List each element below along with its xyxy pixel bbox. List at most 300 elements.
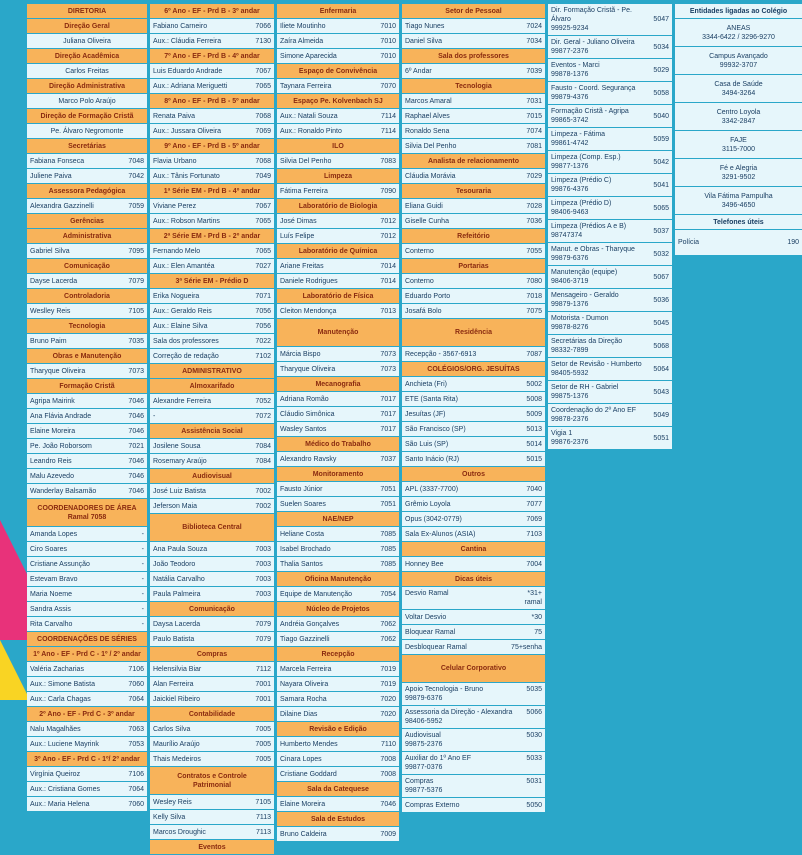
entry-name: Tharyque Oliveira: [280, 365, 336, 373]
entry-name: Paula Palmeira: [153, 590, 201, 598]
entry-name: Malu Azevedo: [30, 472, 74, 480]
directory-entry: [548, 36, 672, 59]
entry-name: Conterno: [405, 277, 434, 285]
directory-entry: [150, 289, 274, 304]
directory-entry: [150, 825, 274, 840]
entry-extension: 7017: [380, 395, 396, 403]
directory-entry: [548, 266, 672, 289]
section-header: Refeitório: [402, 229, 545, 244]
directory-entry: [548, 381, 672, 404]
entry-name: Aux.: Maria Helena: [30, 800, 90, 808]
directory-entry: [277, 49, 399, 64]
entity-entry: Fé e Alegria 3291-9502: [675, 159, 802, 187]
entry-extension: 7005: [255, 755, 271, 763]
directory-entry: [402, 214, 545, 229]
entry-name: Pe. Álvaro Negromonte: [50, 127, 124, 135]
section-header: Tecnologia: [402, 79, 545, 94]
section-header: Assistência Social: [150, 424, 274, 439]
directory-entry: [27, 364, 147, 379]
entry-name: Assessoria da Direção - Alexandra 98406-5952: [405, 709, 513, 725]
entry-name: ETE (Santa Rita): [405, 395, 458, 403]
entry-name: Mensageiro - Geraldo 99879-1376: [551, 292, 619, 308]
entry-name: Virgínia Queiroz: [30, 770, 81, 778]
directory-entry: [402, 527, 545, 542]
entry-extension: 7069: [526, 515, 542, 523]
entry-extension: 7065: [255, 247, 271, 255]
section-header: Tesouraria: [402, 184, 545, 199]
entry-name: Maria Noeme: [30, 590, 73, 598]
directory-entry: [277, 737, 399, 752]
section-header: Entidades ligadas ao Colégio: [675, 4, 802, 19]
directory-entry: [150, 572, 274, 587]
entry-name: Manutenção (equipe) 98406-3719: [551, 269, 618, 285]
directory-entry: [27, 169, 147, 184]
entry-name: Alan Ferreira: [153, 680, 194, 688]
entry-name: Bruno Caldeira: [280, 830, 327, 838]
directory-entry: [150, 454, 274, 469]
directory-entry: [277, 347, 399, 362]
entry-name: Maurílio Araújo: [153, 740, 200, 748]
directory-entry: [27, 722, 147, 737]
entry-extension: 7084: [255, 442, 271, 450]
entry-extension: 7080: [526, 277, 542, 285]
entry-extension: 7067: [255, 67, 271, 75]
entry-name: José Dimas: [280, 217, 317, 225]
entry-extension: 7113: [255, 813, 271, 821]
entry-name: Wanderlay Balsamão: [30, 487, 97, 495]
directory-entry: [27, 64, 147, 79]
section-header: 9º Ano - EF - Prd B - 5º andar: [150, 139, 274, 154]
entry-extension: 7071: [255, 292, 271, 300]
entry-extension: 5043: [653, 388, 669, 396]
section-header: Manutenção: [277, 319, 399, 347]
directory-entry: [150, 34, 274, 49]
directory-entry: [27, 454, 147, 469]
directory-entry: [277, 692, 399, 707]
entry-name: Fabiano Carneiro: [153, 22, 208, 30]
entry-extension: 5045: [653, 319, 669, 327]
directory-entry: [150, 752, 274, 767]
section-header: Analista de relacionamento: [402, 154, 545, 169]
entry-name: Ciro Soares: [30, 545, 67, 553]
entry-extension: 7105: [128, 307, 144, 315]
entry-extension: 5050: [526, 801, 542, 809]
section-header: 1ª Série EM - Prd B - 4º andar: [150, 184, 274, 199]
directory-entry: [27, 617, 147, 632]
section-header: Sala dos professores: [402, 49, 545, 64]
entry-name: Manut. e Obras - Tharyque 99879-6376: [551, 246, 635, 262]
entry-name: Limpeza (Prédio C) 99876-4376: [551, 177, 612, 193]
directory-entry: [27, 677, 147, 692]
entry-extension: 7053: [128, 740, 144, 748]
section-header: Comunicação: [150, 602, 274, 617]
entry-extension: 7074: [526, 127, 542, 135]
entry-name: Elaine Moreira: [280, 800, 326, 808]
entity-entry: FAJE 3115-7000: [675, 131, 802, 159]
entry-extension: 7073: [380, 365, 396, 373]
entry-extension: 7052: [255, 397, 271, 405]
entry-name: Josilene Sousa: [153, 442, 201, 450]
entity-entry: Vila Fátima Pampulha 3496-4650: [675, 187, 802, 215]
section-header: Assessora Pedagógica: [27, 184, 147, 199]
directory-entry: [277, 407, 399, 422]
entry-extension: 7105: [255, 798, 271, 806]
entry-name: Motorista - Dumon 99878-8276: [551, 315, 609, 331]
directory-entry: [548, 220, 672, 243]
entry-name: Setor de Revisão - Humberto 98405-5932: [551, 361, 642, 377]
directory-entry: [402, 798, 545, 813]
entry-extension: 5049: [653, 411, 669, 419]
entry-name: Formação Cristã - Agripa 99865-3742: [551, 108, 629, 124]
section-header: NAE/NEP: [277, 512, 399, 527]
entry-extension: 5067: [653, 273, 669, 281]
directory-entry: [27, 662, 147, 677]
section-header: Tecnologia: [27, 319, 147, 334]
entry-name: Cristiane Assunção: [30, 560, 90, 568]
entry-name: Compras 99877-5376: [405, 778, 443, 794]
directory-entry: [402, 557, 545, 572]
directory-entry: [27, 424, 147, 439]
section-header: Espaço de Convivência: [277, 64, 399, 79]
directory-entry: [675, 230, 802, 256]
entry-extension: 7084: [255, 457, 271, 465]
entry-extension: 7013: [380, 307, 396, 315]
entry-extension: 7003: [255, 545, 271, 553]
directory-entry: [277, 124, 399, 139]
directory-entry: [27, 124, 147, 139]
entry-extension: 7075: [526, 307, 542, 315]
entry-name: Nalu Magalhães: [30, 725, 81, 733]
directory-entry: [27, 409, 147, 424]
directory-entry: [277, 482, 399, 497]
entry-extension: 5064: [653, 365, 669, 373]
column-2: [150, 4, 274, 855]
entry-name: 6º Andar: [405, 67, 432, 75]
entry-extension: 7069: [255, 127, 271, 135]
entry-name: Fausto Júnior: [280, 485, 323, 493]
entry-extension: 7103: [526, 530, 542, 538]
entry-extension: 7014: [380, 277, 396, 285]
directory-entry: [277, 304, 399, 319]
entry-extension: 7027: [255, 262, 271, 270]
entry-extension: 7020: [380, 710, 396, 718]
entry-extension: 5066: [526, 709, 542, 716]
entry-extension: 5065: [653, 204, 669, 212]
directory-columns: [27, 4, 802, 855]
section-header: Gerências: [27, 214, 147, 229]
entry-extension: 7083: [380, 157, 396, 165]
section-header: Outros: [402, 467, 545, 482]
entry-extension: 5037: [653, 227, 669, 235]
entry-name: Elaine Moreira: [30, 427, 76, 435]
entry-extension: 7113: [255, 828, 271, 836]
entry-extension: 5008: [526, 395, 542, 403]
directory-entry: [27, 199, 147, 214]
entry-extension: 7018: [526, 292, 542, 300]
entry-extension: 5036: [653, 296, 669, 304]
entry-name: Aux.: Tânis Fortunato: [153, 172, 220, 180]
column-4: [402, 4, 545, 855]
entry-name: Giselle Cunha: [405, 217, 449, 225]
entry-name: Auxiliar do 1º Ano EF 99877-0376: [405, 755, 471, 771]
directory-entry: [402, 377, 545, 392]
directory-entry: [402, 729, 545, 752]
entry-name: Ronaldo Sena: [405, 127, 450, 135]
entry-name: Márcia Bispo: [280, 350, 321, 358]
entry-extension: 5029: [653, 66, 669, 74]
entry-name: Marco Polo Araújo: [58, 97, 116, 105]
section-header: ILO: [277, 139, 399, 154]
directory-entry: [277, 214, 399, 229]
directory-entry: [277, 422, 399, 437]
directory-entry: [27, 587, 147, 602]
entry-name: Fausto - Coord. Segurança 99879-4376: [551, 85, 636, 101]
entry-extension: 5034: [653, 43, 669, 51]
section-header: Telefones úteis: [675, 215, 802, 230]
entry-extension: 5033: [526, 755, 542, 762]
column-3: [277, 4, 399, 855]
entry-name: Correção de redação: [153, 352, 219, 360]
entry-extension: 5014: [526, 440, 542, 448]
section-header: Almoxarifado: [150, 379, 274, 394]
entry-name: Recepção - 3567-6913: [405, 350, 477, 358]
directory-entry: [150, 439, 274, 454]
directory-entry: [548, 151, 672, 174]
entry-name: Samara Rocha: [280, 695, 327, 703]
entry-name: Cinara Lopes: [280, 755, 322, 763]
entry-name: Cleiton Mendonça: [280, 307, 337, 315]
entry-name: Leandro Reis: [30, 457, 72, 465]
directory-entry: [548, 404, 672, 427]
section-header: Compras: [150, 647, 274, 662]
column-1: [27, 4, 147, 855]
entry-name: Flavia Urbano: [153, 157, 197, 165]
directory-entry: [402, 199, 545, 214]
section-header: Enfermaria: [277, 4, 399, 19]
directory-entry: [548, 358, 672, 381]
directory-entry: [548, 4, 672, 36]
entry-extension: 75: [534, 628, 542, 636]
entry-name: Silvia Del Penho: [280, 157, 332, 165]
entry-name: Helensilvia Biar: [153, 665, 202, 673]
entry-name: Ana Flávia Andrade: [30, 412, 92, 420]
section-header: 3ª Série EM - Prédio D: [150, 274, 274, 289]
entry-extension: 7017: [380, 410, 396, 418]
entry-name: Juliene Paiva: [30, 172, 72, 180]
directory-entry: [277, 274, 399, 289]
entry-name: Tharyque Oliveira: [30, 367, 86, 375]
entry-name: Conterno: [405, 247, 434, 255]
entry-name: -: [153, 412, 156, 420]
directory-entry: [150, 542, 274, 557]
entry-name: Honney Bee: [405, 560, 444, 568]
entry-extension: 7072: [255, 412, 271, 420]
entry-extension: 7046: [128, 472, 144, 480]
entry-name: Apoio Tecnologia - Bruno 99879-6376: [405, 686, 484, 702]
directory-entry: [277, 767, 399, 782]
entry-name: Fátima Ferreira: [280, 187, 328, 195]
section-header: Formação Cristã: [27, 379, 147, 394]
entry-extension: 7004: [526, 560, 542, 568]
directory-entry: [27, 109, 147, 124]
entry-extension: 7073: [380, 350, 396, 358]
directory-entry: [402, 289, 545, 304]
directory-entry: [150, 124, 274, 139]
directory-entry: [150, 499, 274, 514]
entry-extension: 5059: [653, 135, 669, 143]
directory-entry: [27, 572, 147, 587]
entry-name: Silvia Del Penho: [405, 142, 457, 150]
entry-name: Aux.: Geraldo Reis: [153, 307, 212, 315]
entry-extension: 75+senha: [511, 643, 542, 651]
entry-extension: 7015: [526, 112, 542, 120]
entry-extension: 7009: [380, 830, 396, 838]
directory-entry: [277, 259, 399, 274]
directory-entry: [548, 335, 672, 358]
entry-extension: 5035: [526, 686, 542, 693]
entry-extension: 7073: [128, 367, 144, 375]
directory-entry: [402, 94, 545, 109]
entry-extension: 7008: [380, 755, 396, 763]
entry-extension: 5051: [653, 434, 669, 442]
entry-extension: 7067: [255, 202, 271, 210]
entry-extension: 7068: [255, 157, 271, 165]
section-header: 7º Ano - EF - Prd B - 4º andar: [150, 49, 274, 64]
directory-entry: [150, 154, 274, 169]
section-header: Núcleo de Projetos: [277, 602, 399, 617]
entry-name: São Francisco (SP): [405, 425, 466, 433]
entry-name: Ana Paula Souza: [153, 545, 208, 553]
entry-name: Raphael Alves: [405, 112, 450, 120]
directory-entry: [27, 782, 147, 797]
directory-entry: [150, 199, 274, 214]
section-header: Oficina Manutenção: [277, 572, 399, 587]
entry-name: Carlos Freitas: [65, 67, 109, 75]
entry-extension: 7029: [526, 172, 542, 180]
entry-extension: 7017: [380, 425, 396, 433]
section-header: 6º Ano - EF - Prd B - 3º andar: [150, 4, 274, 19]
directory-entry: [277, 362, 399, 377]
section-header: 3º Ano - EF - Prd C - 1º/ 2º andar: [27, 752, 147, 767]
entry-extension: 5047: [653, 16, 669, 23]
directory-entry: [150, 64, 274, 79]
entry-extension: 7085: [380, 530, 396, 538]
entry-extension: 7031: [526, 97, 542, 105]
section-header: Espaço Pe. Kolvenbach SJ: [277, 94, 399, 109]
entry-name: Tiago Gazzinelli: [280, 635, 330, 643]
entry-name: Wesley Reis: [153, 798, 192, 806]
entry-extension: 7064: [128, 695, 144, 703]
directory-entry: [277, 452, 399, 467]
entry-name: Secretárias da Direção 98332-7899: [551, 338, 623, 354]
entry-name: Erika Nogueira: [153, 292, 200, 300]
entry-name: Thais Medeiros: [153, 755, 201, 763]
directory-entry: [27, 34, 147, 49]
entry-extension: -: [141, 530, 144, 538]
entry-name: Renata Paiva: [153, 112, 196, 120]
entry-name: Fernando Melo: [153, 247, 201, 255]
directory-entry: [277, 662, 399, 677]
directory-entry: [277, 617, 399, 632]
entry-name: Santo Inácio (RJ): [405, 455, 460, 463]
section-header: Eventos: [150, 840, 274, 855]
directory-entry: [150, 214, 274, 229]
entry-extension: 7062: [380, 620, 396, 628]
entry-extension: 7046: [128, 427, 144, 435]
directory-entry: [150, 795, 274, 810]
section-header: Comunicação: [27, 259, 147, 274]
entry-extension: 7085: [380, 560, 396, 568]
entry-extension: 190: [787, 239, 799, 246]
directory-entry: [402, 347, 545, 362]
entry-name: Desvio Ramal: [405, 590, 449, 597]
entry-extension: 5031: [526, 778, 542, 785]
entry-extension: 7034: [526, 37, 542, 45]
entry-extension: 5058: [653, 89, 669, 97]
entry-name: Aux.: Simone Batista: [30, 680, 95, 688]
entry-extension: 7114: [380, 112, 396, 120]
entry-name: Direção Administrativa: [49, 82, 125, 90]
entry-extension: 7063: [128, 725, 144, 733]
entry-name: Suelen Soares: [280, 500, 326, 508]
entry-extension: 7012: [380, 232, 396, 240]
entry-name: Isabel Brochado: [280, 545, 331, 553]
entry-name: Daniele Rodrigues: [280, 277, 338, 285]
entry-extension: 7048: [128, 157, 144, 165]
entry-name: Marcos Amaral: [405, 97, 452, 105]
directory-entry: [150, 109, 274, 124]
entry-name: Adriana Romão: [280, 395, 329, 403]
entry-extension: 7022: [255, 337, 271, 345]
entry-name: Aux.: Elaine Silva: [153, 322, 208, 330]
directory-entry: [150, 617, 274, 632]
entry-extension: 7010: [380, 52, 396, 60]
section-header: Limpeza: [277, 169, 399, 184]
section-header: Monitoramento: [277, 467, 399, 482]
entry-name: Estevam Bravo: [30, 575, 78, 583]
entry-extension: -: [141, 620, 144, 628]
entry-extension: 7046: [128, 397, 144, 405]
entry-name: Direção Geral: [64, 22, 110, 30]
directory-entry: [27, 542, 147, 557]
entry-name: Humberto Mendes: [280, 740, 338, 748]
directory-entry: [27, 484, 147, 499]
entry-name: Alexandro Ravsky: [280, 455, 337, 463]
directory-entry: [402, 34, 545, 49]
entry-name: Fabiana Fonseca: [30, 157, 85, 165]
directory-entry: [277, 497, 399, 512]
directory-entry: [277, 229, 399, 244]
directory-entry: [402, 512, 545, 527]
entry-extension: 7051: [380, 500, 396, 508]
entry-extension: 7060: [128, 800, 144, 808]
entry-name: Aux.: Cristiana Gomes: [30, 785, 101, 793]
entry-name: Pe. João Roborsom: [30, 442, 92, 450]
directory-entry: [402, 64, 545, 79]
entry-name: Voltar Desvio: [405, 613, 447, 621]
section-header: Laboratório de Biologia: [277, 199, 399, 214]
entry-name: Jaickiel Ribeiro: [153, 695, 201, 703]
entry-name: APL (3337-7700): [405, 485, 459, 493]
directory-entry: [150, 722, 274, 737]
section-header: 2º Ano - EF - Prd C - 3º andar: [27, 707, 147, 722]
entry-name: Marcela Ferreira: [280, 665, 332, 673]
entry-name: Dir. Formação Cristã - Pe. Álvaro 99925-9234: [551, 7, 632, 32]
section-header: Laboratório de Física: [277, 289, 399, 304]
entry-extension: 5032: [653, 250, 669, 258]
entry-name: Andréia Gonçalves: [280, 620, 340, 628]
entry-name: Ariane Freitas: [280, 262, 324, 270]
